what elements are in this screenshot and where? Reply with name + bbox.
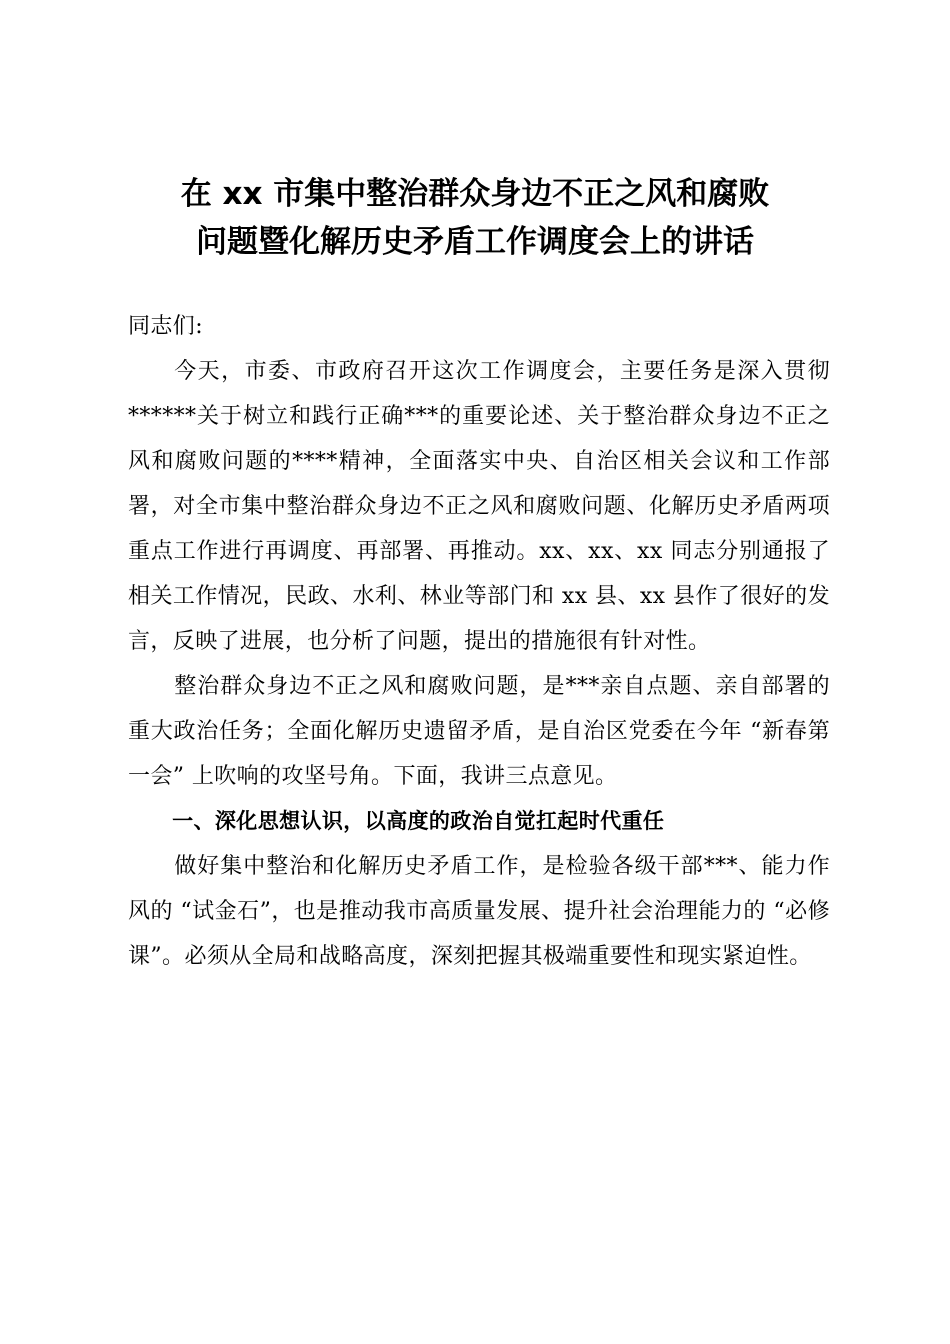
paragraph-section-1: 做好集中整治和化解历史矛盾工作，是检验各级干部***、能力作风的 “试金石”，也是推动我市高质量发展、提升社会治理能力的 “必修课”。必须从全局和战略高度，深刻把握其极端重要性和现实紧迫性。 bbox=[128, 854, 830, 969]
document-title bbox=[130, 170, 820, 266]
salutation: 同志们: bbox=[128, 314, 204, 339]
paragraph-context: 整治群众身边不正之风和腐败问题，是***亲自点题、亲自部署的重大政治任务；全面化解历史遗留矛盾，是自治区党委在今年 “新春第一会” 上吹响的攻坚号角。下面，我讲三点意见。 bbox=[128, 674, 830, 789]
section-heading-1: 一、深化思想认识，以高度的政治自觉扛起时代重任 bbox=[172, 809, 665, 833]
document-body bbox=[128, 304, 830, 979]
title-line-2: 问题暨化解历史矛盾工作调度会上的讲话 bbox=[196, 224, 754, 260]
paragraph-opening: 今天，市委、市政府召开这次工作调度会，主要任务是深入贯彻******关于树立和践行正确***的重要论述、关于整治群众身边不正之风和腐败问题的****精神，全面落实中央、自治区相关会议和工作部署，对全市集中整治群众身边不正之风和腐败问题、化解历史矛盾两项重点工作进行再调度、再部署、再推动。xx、xx、xx 同志分别通报了相关工作情况，民政、水利、林业等部门和 xx 县、xx 县作了很好的发言，反映了进展，也分析了问题，提出的措施很有针对性。 bbox=[128, 359, 830, 654]
title-line-1: 在 xx 市集中整治群众身边不正之风和腐败 bbox=[180, 176, 770, 212]
